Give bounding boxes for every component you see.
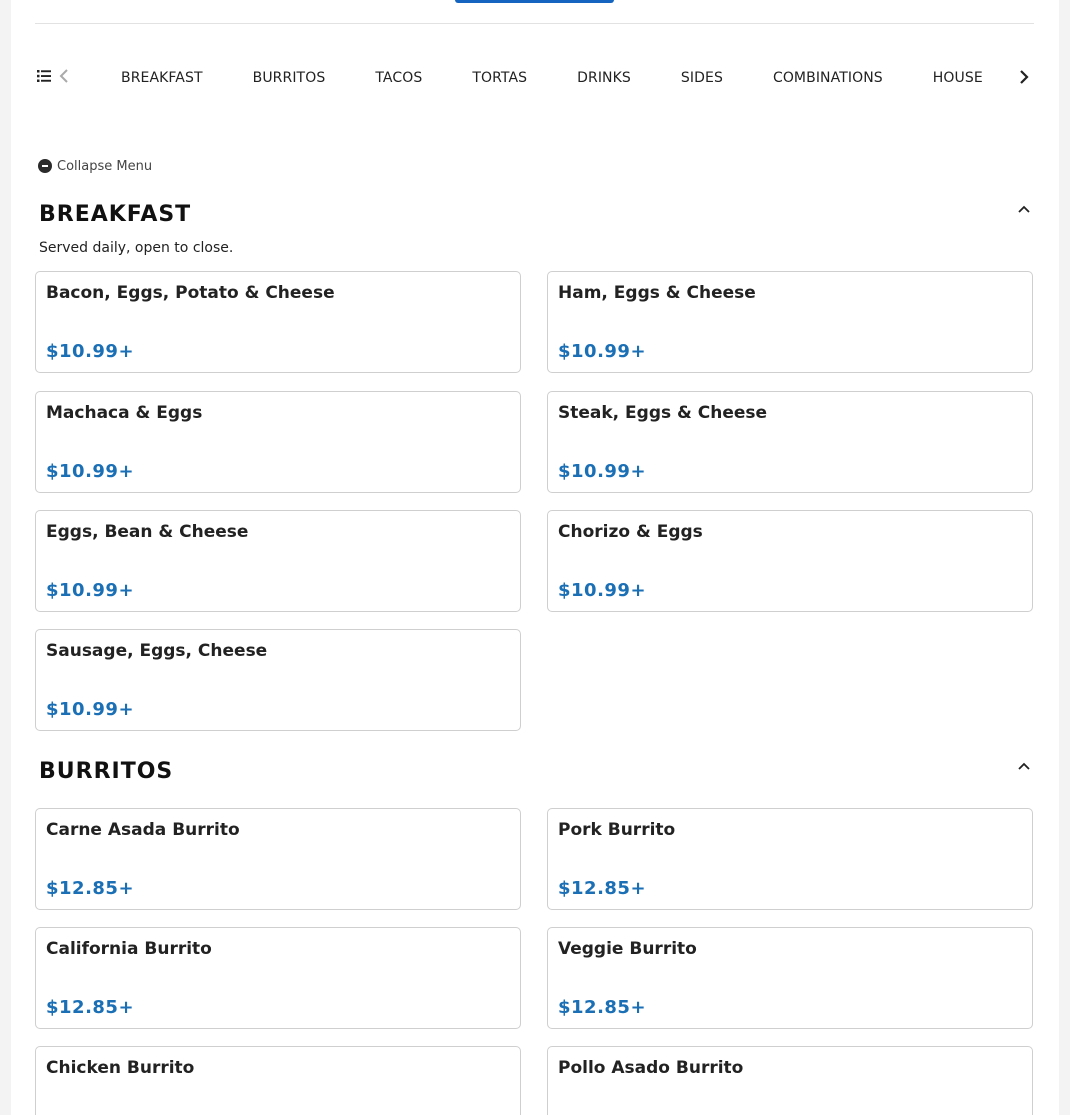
primary-action-button[interactable] xyxy=(455,0,614,3)
menu-item-name: Ham, Eggs & Cheese xyxy=(558,283,756,303)
category-tabs xyxy=(121,58,1006,98)
menu-item-card[interactable] xyxy=(35,1046,521,1115)
menu-item-card[interactable] xyxy=(35,808,521,910)
menu-item-price: $12.85+ xyxy=(46,878,135,899)
menu-item-price: $10.99+ xyxy=(46,580,135,601)
menu-page xyxy=(11,0,1059,1115)
menu-item-price: $10.99+ xyxy=(558,341,647,362)
tab-sides[interactable]: SIDES xyxy=(680,70,723,86)
menu-item-price: $10.99+ xyxy=(46,461,135,482)
category-nav xyxy=(35,58,1035,98)
menu-item-name: Veggie Burrito xyxy=(558,939,697,959)
menu-item-price: $12.85+ xyxy=(46,997,135,1018)
chevron-up-icon[interactable] xyxy=(1017,761,1031,771)
menu-item-card[interactable] xyxy=(35,271,521,373)
menu-item-price: $12.85+ xyxy=(558,997,647,1018)
menu-item-price: $10.99+ xyxy=(558,461,647,482)
collapse-menu-label: Collapse Menu xyxy=(57,158,153,174)
menu-item-name: Steak, Eggs & Cheese xyxy=(558,403,768,423)
menu-item-card[interactable] xyxy=(547,510,1033,612)
menu-item-card[interactable] xyxy=(35,629,521,731)
menu-item-name: Machaca & Eggs xyxy=(46,403,203,423)
tab-burritos[interactable]: BURRITOS xyxy=(252,70,326,86)
tab-tacos[interactable]: TACOS xyxy=(375,70,423,86)
tab-house[interactable]: HOUSE xyxy=(932,70,983,86)
menu-item-name: Bacon, Eggs, Potato & Cheese xyxy=(46,283,335,303)
menu-item-card[interactable] xyxy=(547,808,1033,910)
chevron-right-icon[interactable] xyxy=(1018,69,1030,85)
tab-combinations[interactable]: COMBINATIONS xyxy=(772,70,883,86)
section-description: Served daily, open to close. xyxy=(39,240,234,256)
tab-tortas[interactable]: TORTAS xyxy=(472,70,528,86)
section-title-burritos: BURRITOS xyxy=(39,759,174,784)
menu-item-price: $10.99+ xyxy=(46,699,135,720)
menu-item-name: Sausage, Eggs, Cheese xyxy=(46,641,268,661)
menu-item-card[interactable] xyxy=(547,1046,1033,1115)
menu-item-name: Pork Burrito xyxy=(558,820,676,840)
menu-item-price: $10.99+ xyxy=(46,341,135,362)
menu-item-card[interactable] xyxy=(35,391,521,493)
minus-circle-icon xyxy=(38,159,52,173)
menu-item-price: $12.85+ xyxy=(558,878,647,899)
menu-item-name: Carne Asada Burrito xyxy=(46,820,240,840)
menu-item-card[interactable] xyxy=(547,271,1033,373)
section-title-breakfast: BREAKFAST xyxy=(39,202,192,227)
collapse-menu-button[interactable] xyxy=(38,157,152,175)
menu-item-name: California Burrito xyxy=(46,939,212,959)
tab-breakfast[interactable]: BREAKFAST xyxy=(121,70,203,86)
menu-item-card[interactable] xyxy=(547,391,1033,493)
header-divider xyxy=(35,23,1034,24)
menu-item-card[interactable] xyxy=(547,927,1033,1029)
tab-drinks[interactable]: DRINKS xyxy=(577,70,631,86)
list-icon[interactable] xyxy=(37,70,51,82)
menu-item-name: Chicken Burrito xyxy=(46,1058,195,1078)
menu-item-name: Chorizo & Eggs xyxy=(558,522,703,542)
menu-item-name: Pollo Asado Burrito xyxy=(558,1058,744,1078)
menu-item-price: $10.99+ xyxy=(558,580,647,601)
chevron-up-icon[interactable] xyxy=(1017,204,1031,214)
chevron-left-icon[interactable] xyxy=(59,69,69,83)
menu-item-card[interactable] xyxy=(35,510,521,612)
menu-item-name: Eggs, Bean & Cheese xyxy=(46,522,249,542)
menu-item-card[interactable] xyxy=(35,927,521,1029)
